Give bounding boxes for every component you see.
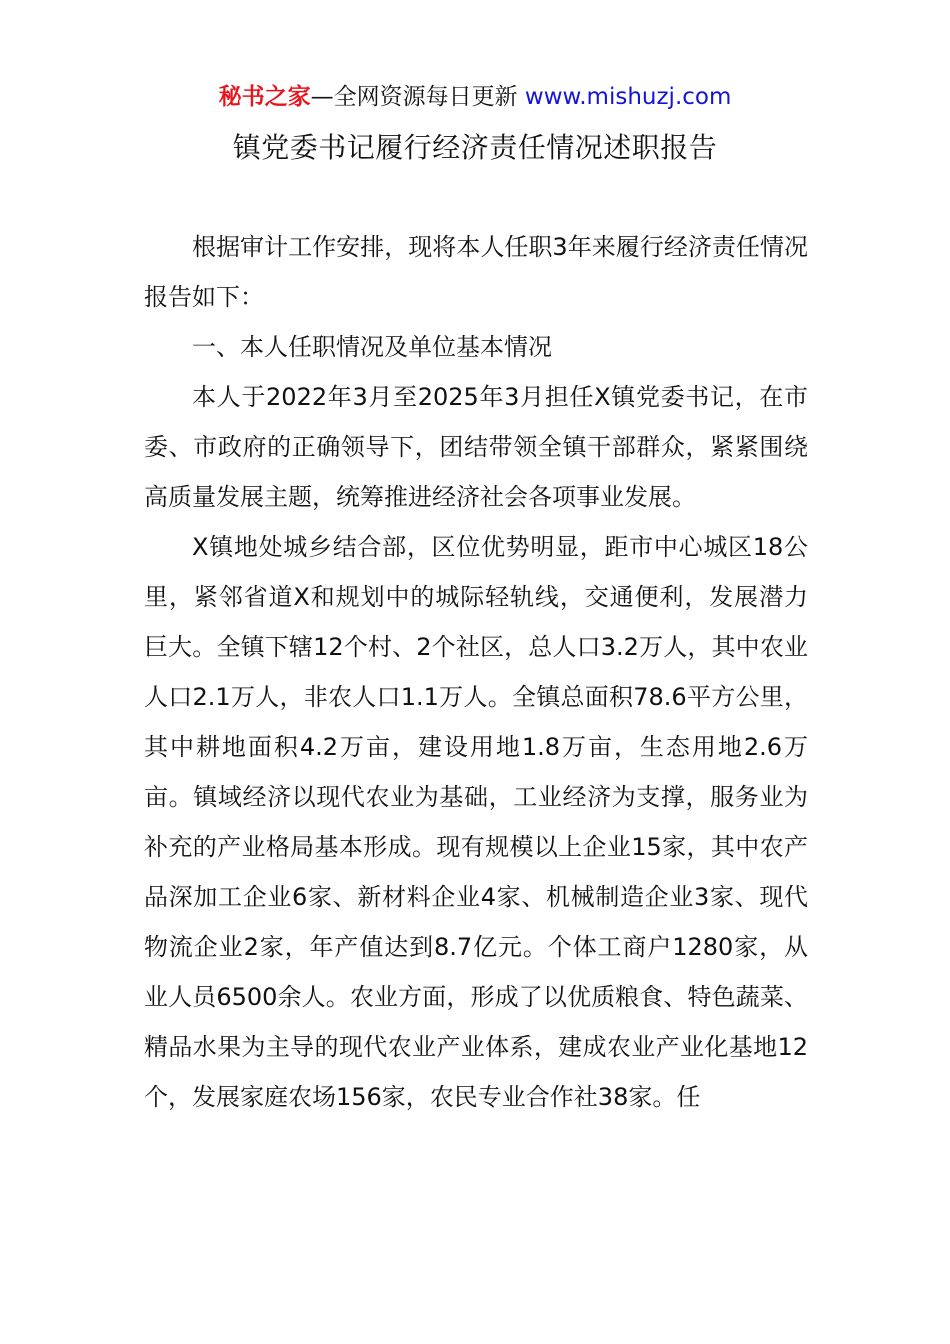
header-tagline: —全网资源每日更新	[310, 84, 518, 110]
section-heading-1: 一、本人任职情况及单位基本情况	[192, 333, 552, 361]
document-body	[144, 222, 808, 1122]
paragraph-tenure: 本人于2022年3月至2025年3月担任X镇党委书记，在市委、市政府的正确领导下，团结带领全镇干部群众，紧紧围绕高质量发展主题，统筹推进经济社会各项事业发展。	[144, 383, 808, 511]
site-header	[0, 82, 950, 112]
brand-name: 秘书之家	[218, 84, 311, 110]
paragraph-intro: 根据审计工作安排，现将本人任职3年来履行经济责任情况报告如下：	[144, 233, 808, 311]
document-title: 镇党委书记履行经济责任情况述职报告	[232, 131, 718, 164]
site-url-link[interactable]: www.mishuzj.com	[524, 84, 732, 110]
paragraph-town-overview: X镇地处城乡结合部，区位优势明显，距市中心城区18公里，紧邻省道X和规划中的城际轻轨线，交通便利，发展潜力巨大。全镇下辖12个村、2个社区，总人口3.2万人，其中农业人口2.1万人，非农人口1.1万人。全镇总面积78.6平方公里，其中耕地面积4.2万亩，建设用地1.8万亩，生态用地2.6万亩。镇域经济以现代农业为基础，工业经济为支撑，服务业为补充的产业格局基本形成。现有规模以上企业15家，其中农产品深加工企业6家、新材料企业4家、机械制造企业3家、现代物流企业2家，年产值达到8.7亿元。个体工商户1280家，从业人员6500余人。农业方面，形成了以优质粮食、特色蔬菜、精品水果为主导的现代农业产业体系，建成农业产业化基地12个，发展家庭农场156家，农民专业合作社38家。任	[144, 533, 808, 1111]
